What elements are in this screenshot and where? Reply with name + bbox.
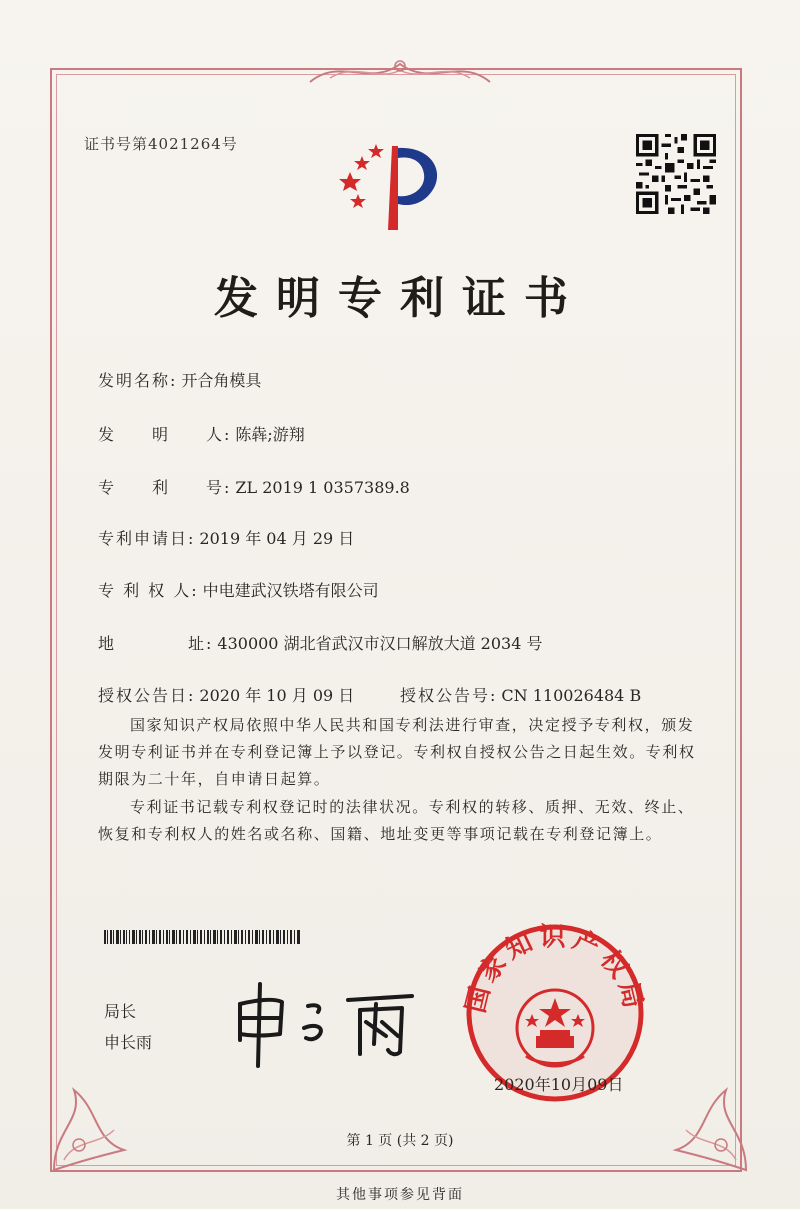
field-patentee: [98, 578, 379, 601]
qr-code: [636, 134, 716, 214]
seal-date: 2020年10月09日: [494, 1075, 624, 1094]
field-label: 专 利 权 人:: [98, 581, 199, 600]
field-label: 地 址:: [98, 634, 214, 653]
field-label: 发 明 人:: [98, 425, 232, 444]
field-value: 开合角模具: [181, 371, 262, 390]
field-value: ZL 2019 1 0357389.8: [235, 478, 410, 497]
field-label: 授权公告日:: [98, 686, 196, 705]
document-title: 发明专利证书: [214, 273, 586, 324]
field-label: 授权公告号:: [400, 686, 498, 705]
certificate-number: 证书号第4021264号: [84, 135, 238, 153]
field-value: 2020 年 10 月 09 日: [199, 686, 355, 705]
field-value: CN 110026484 B: [501, 686, 642, 705]
statement-paragraph-2: 专利证书记载专利权登记时的法律状况。专利权的转移、质押、无效、终止、恢复和专利权人的姓名或名称、国籍、地址变更等事项记载在专利登记簿上。: [98, 798, 695, 843]
field-value: 2019 年 04 月 29 日: [199, 529, 355, 548]
seal-text: 国家知识产权局: [460, 922, 650, 1016]
barcode: [104, 930, 300, 944]
patent-office-logo: [336, 136, 456, 236]
page-number: 第 1 页 (共 2 页): [346, 1133, 454, 1149]
bottom-left-corner-ornament: [44, 1060, 154, 1180]
field-filing-date: [98, 526, 354, 549]
field-label: 发明名称:: [98, 371, 178, 390]
field-value: 430000 湖北省武汉市汉口解放大道 2034 号: [217, 634, 543, 653]
top-ornament: [300, 52, 500, 92]
bottom-right-corner-ornament: [646, 1060, 756, 1180]
field-invention-name: [98, 368, 261, 391]
director-name: 申长雨: [104, 1033, 153, 1052]
field-value: 陈犇;游翔: [235, 425, 305, 444]
field-inventors: [98, 422, 305, 445]
field-label: 专利申请日:: [98, 529, 196, 548]
field-value: 中电建武汉铁塔有限公司: [202, 581, 379, 600]
field-grant-number: [400, 683, 641, 706]
footer-note: 其他事项参见背面: [336, 1187, 464, 1203]
field-address: [98, 631, 542, 654]
statement-paragraph-1: 国家知识产权局依照中华人民共和国专利法进行审查，决定授予专利权，颁发发明专利证书并在专利登记簿上予以登记。专利权自授权公告之日起生效。专利权期限为二十年，自申请日起算。: [98, 716, 696, 788]
field-patent-number: [98, 475, 410, 498]
director-title: 局长: [104, 1002, 137, 1021]
field-label: 专 利 号:: [98, 478, 232, 497]
director-signature: [226, 970, 416, 1070]
field-grant-date: [98, 683, 354, 706]
